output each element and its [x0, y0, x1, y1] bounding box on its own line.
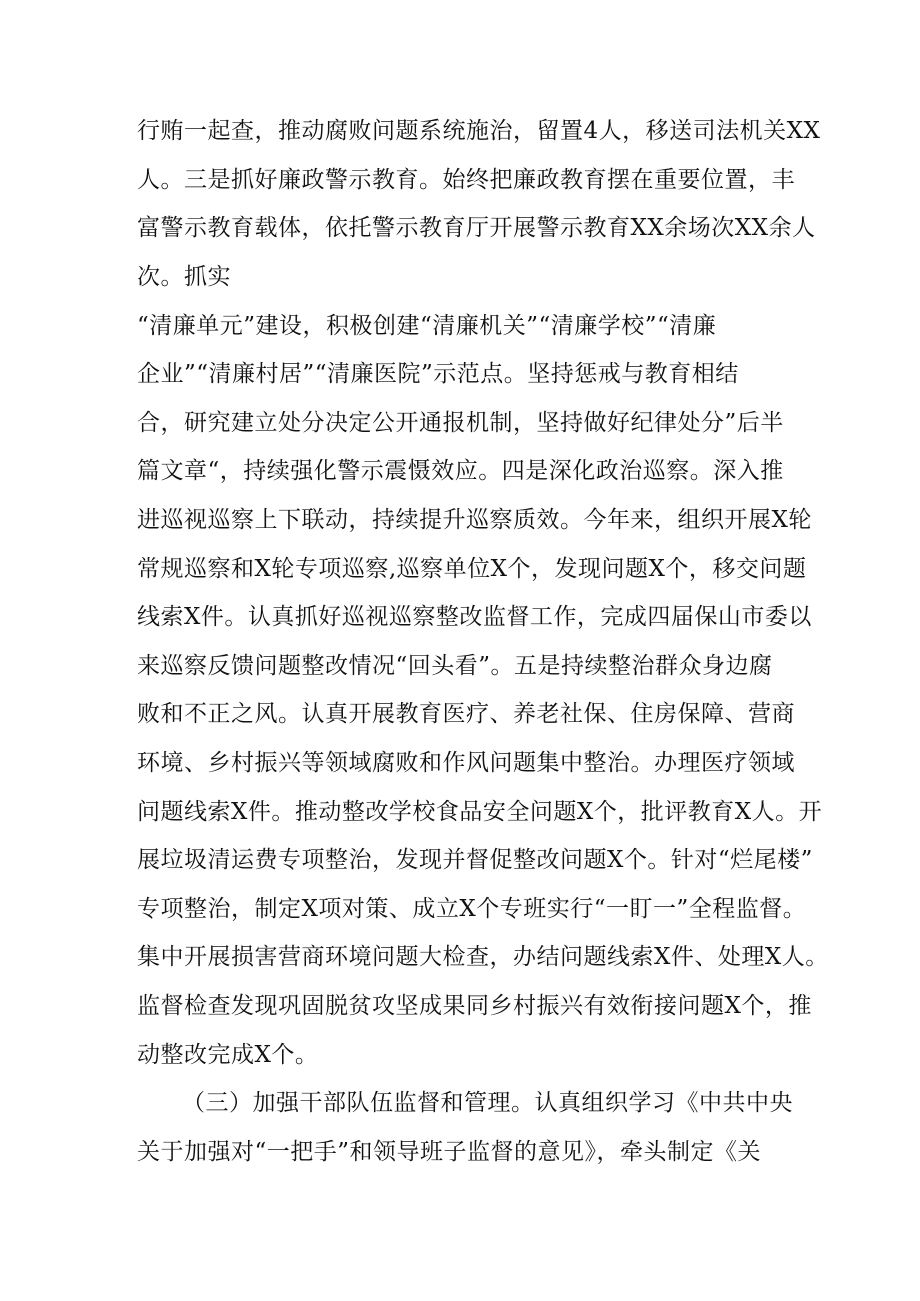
text-line: 集中开展损害营商环境问题大检查，办结问题线索X件、处理X人。 [137, 944, 829, 970]
text-line: 富警示教育载体，依托警示教育厅开展警示教育XX余场次XX余人 [137, 215, 816, 241]
text-line: 动整改完成X个。 [137, 1042, 319, 1068]
text-line: “清廉单元”建设，积极创建“清廉机关”“清廉学校”“清廉 [137, 313, 717, 339]
text-line: 关于加强对“一把手”和领导班子监督的意见》，牵头制定《关 [137, 1139, 762, 1165]
text-line: 篇文章“，持续强化警示震慑效应。四是深化政治巡察。深入推 [137, 458, 784, 484]
text-line: 进巡视巡察上下联动，持续提升巡察质效。今年来，组织开展X轮 [137, 507, 812, 533]
text-line: 监督检查发现巩固脱贫攻坚成果同乡村振兴有效衔接问题X个，推 [137, 993, 812, 1019]
text-line: 次。抓实 [137, 264, 231, 290]
text-line: 问题线索X件。推动整改学校食品安全问题X个，批评教育X人。开 [137, 799, 823, 825]
text-line: 企业”“清廉村居”“清廉医院”示范点。坚持惩戒与教育相结 [137, 361, 739, 387]
text-line: 常规巡察和X轮专项巡察,巡察单位X个，发现问题X个，移交问题 [137, 556, 807, 582]
text-line: 展垃圾清运费专项整治，发现并督促整改问题X个。针对“烂尾楼” [137, 847, 813, 873]
text-line: 专项整治，制定X项对策、成立X个专班实行“一盯一”全程监督。 [137, 896, 807, 922]
text-line: 线索X件。认真抓好巡视巡察整改监督工作，完成四届保山市委以 [137, 604, 812, 630]
section-heading-line: （三）加强干部队伍监督和管理。认真组织学习《中共中央 [182, 1090, 793, 1116]
text-line: 环境、乡村振兴等领域腐败和作风问题集中整治。办理医疗领域 [137, 750, 795, 776]
text-line: 合，研究建立处分决定公开通报机制，坚持做好纪律处分”后半 [137, 410, 784, 436]
text-line: 来巡察反馈问题整改情况“回头看”。五是持续整治群众身边腐 [137, 653, 773, 679]
text-line: 行贿一起查，推动腐败问题系统施治，留置4人，移送司法机关XX [137, 118, 821, 144]
text-line: 败和不正之风。认真开展教育医疗、养老社保、住房保障、营商 [137, 701, 795, 727]
text-line: 人。三是抓好廉政警示教育。始终把廉政教育摆在重要位置，丰 [137, 167, 795, 193]
